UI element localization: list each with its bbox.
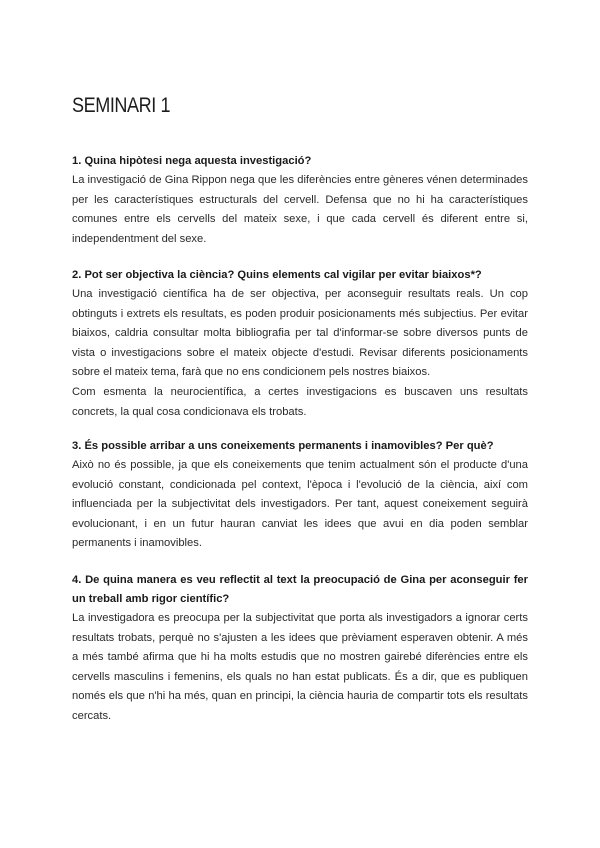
answer-1-paragraph-1: La investigació de Gina Rippon nega que les diferències entre gèneres vénen determinades per les característiques estructurals del cervell. Defensa que no hi ha característiques comunes entre els cervells del mateix sexe, i que cada cervell és diferent entre si, independentment del sexe. xyxy=(72,174,528,245)
answer-2-paragraph-2: Com esmenta la neurocientífica, a certes investigacions es buscaven uns resultats concrets, la qual cosa condicionava els trobats. xyxy=(72,385,528,418)
answer-2-paragraph-1: Una investigació científica ha de ser objectiva, per aconseguir resultats reals. Un cop obtinguts i extrets els resultats, es poden produir posicionaments més subjectius. Per evitar biaixos, caldria consultar molta bibliografia per tal d'informar-se sobre diversos punts de vista o investigacions sobre el mateix objecte d'estudi. Revisar diferents posicionaments sobre el mateix tema, farà que no ens condicionem pels nostres biaixos. xyxy=(72,288,528,379)
question-section-4 xyxy=(72,571,528,727)
answer-3-paragraph-1: Això no és possible, ja que els coneixements que tenim actualment són el producte d'una evolució constant, condicionada pel context, l'època i l'evolució de la ciència, així com influenciada per la subjectivitat dels investigadors. Per tant, aquest coneixement seguirà evolucionant, i en un futur hauran canviat les idees que avui en dia poden semblar permanents i inamovibles. xyxy=(72,459,528,550)
question-section-2 xyxy=(72,266,528,422)
answer-4-paragraph-1: La investigadora es preocupa per la subjectivitat que porta als investigadors a ignorar certs resultats trobats, perquè no s'ajusten a les idees que prèviament esperaven obtenir. A més a més també afirma que hi ha molts estudis que no mostren gairebé diferències entre els cervells masculins i femenins, els quals no han estat publicats. És a dir, que es publiquen només els que n'hi ha més, quan en principi, la ciència hauria de compartir tots els resultats cercats. xyxy=(72,612,528,722)
question-section-3 xyxy=(72,437,528,554)
question-section-1 xyxy=(72,152,528,249)
question-2: 2. Pot ser objectiva la ciència? Quins elements cal vigilar per evitar biaixos*? xyxy=(72,269,482,281)
question-1: 1. Quina hipòtesi nega aquesta investigació? xyxy=(72,155,312,167)
page-title: SEMINARI 1 xyxy=(72,94,171,117)
question-3: 3. És possible arribar a uns coneixements permanents i inamovibles? Per què? xyxy=(72,440,494,452)
question-4: 4. De quina manera es veu reflectit al text la preocupació de Gina per aconseguir fer un treball amb rigor científic? xyxy=(72,574,528,605)
